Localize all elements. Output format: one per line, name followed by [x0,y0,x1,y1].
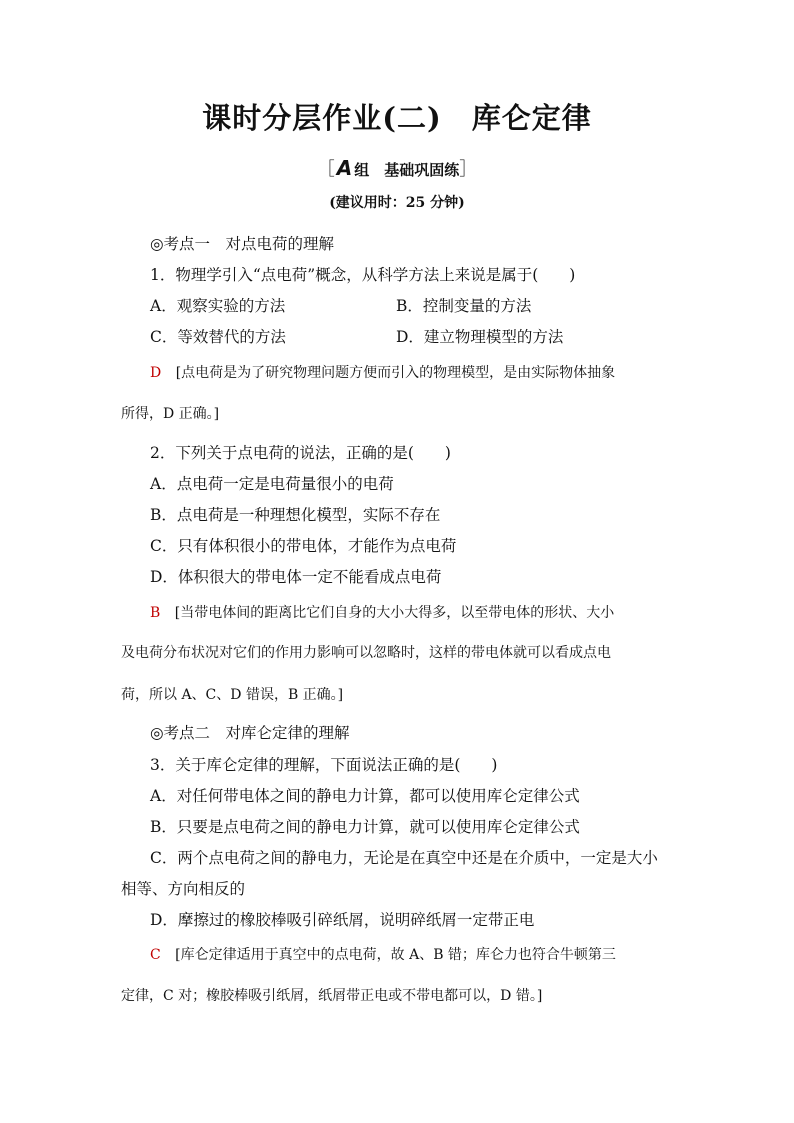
q3-answer: C [150,947,161,963]
group-name: 组 基础巩固练 [354,161,460,179]
q1-option-d: D．建立物理模型的方法 [396,328,564,346]
time-note: (建议用时：25 分钟) [329,195,465,211]
q3-option-c: C．两个点电荷之间的静电力，无论是在真空中还是在介质中，一定是大小 [150,849,658,867]
section-heading-2: ◎考点二 对库仑定律的理解 [150,724,350,742]
q3-answer-line [150,944,616,964]
q1-explanation-2: 所得，D 正确。] [121,406,220,422]
q3-stem: 3．关于库仑定律的理解，下面说法正确的是( ) [150,756,498,774]
q2-stem: 2．下列关于点电荷的说法，正确的是( ) [150,444,451,462]
q2-option-c: C．只有体积很小的带电体，才能作为点电荷 [150,537,457,555]
q3-explanation-1: [库仑定律适用于真空中的点电荷，故 A、B 错；库仑力也符合牛顿第三 [175,947,616,963]
q1-option-c: C．等效替代的方法 [150,328,286,346]
q3-option-d: D．摩擦过的橡胶棒吸引碎纸屑，说明碎纸屑一定带正电 [150,911,535,929]
q1-option-b: B．控制变量的方法 [396,297,532,315]
q3-option-c-cont: 相等、方向相反的 [121,880,246,898]
group-banner [0,155,794,181]
q2-explanation-2: 及电荷分布状况对它们的作用力影响可以忽略时，这样的带电体就可以看成点电 [121,645,611,661]
q1-answer-line [150,362,615,382]
q2-option-a: A．点电荷一定是电荷量很小的电荷 [150,475,394,493]
q2-answer: B [150,605,161,621]
q3-option-b: B．只要是点电荷之间的静电力计算，就可以使用库仑定律公式 [150,818,580,836]
q1-stem: 1．物理学引入“点电荷”概念，从科学方法上来说是属于( ) [150,266,576,284]
q2-option-b: B．点电荷是一种理想化模型，实际不存在 [150,506,441,524]
group-bracket-open: ［ [316,159,335,180]
q2-option-d: D．体积很大的带电体一定不能看成点电荷 [150,568,442,586]
q3-option-a: A．对任何带电体之间的静电力计算，都可以使用库仑定律公式 [150,787,580,805]
group-bracket-close: ］ [459,159,478,180]
q2-answer-line [150,602,614,622]
section-heading-1: ◎考点一 对点电荷的理解 [150,235,335,253]
q1-explanation-1: [点电荷是为了研究物理问题方便而引入的物理模型，是由实际物体抽象 [175,365,616,381]
q1-answer: D [150,365,162,381]
q2-explanation-1: [当带电体间的距离比它们自身的大小大得多，以至带电体的形状、大小 [174,605,615,621]
page-title: 课时分层作业(二) 库仑定律 [202,101,592,135]
q3-explanation-2: 定律，C 对；橡胶棒吸引纸屑，纸屑带正电或不带电都可以，D 错。] [121,988,543,1004]
q2-explanation-3: 荷，所以 A、C、D 错误，B 正确。] [121,687,344,703]
q1-option-a: A．观察实验的方法 [150,297,286,315]
group-letter: A [336,156,353,180]
